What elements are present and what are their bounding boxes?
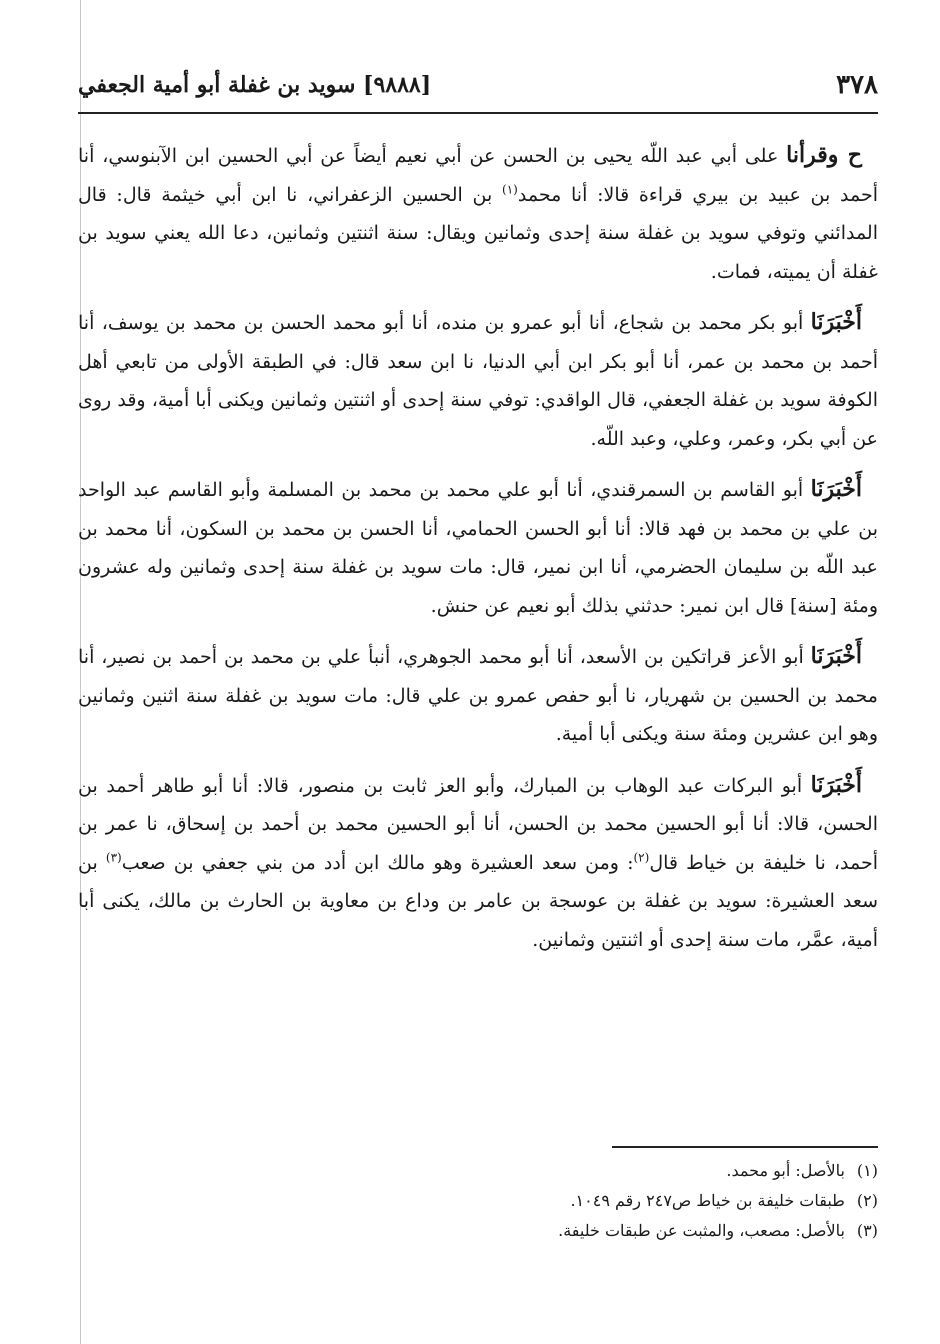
paragraph — [78, 637, 878, 754]
footnote-text: بالأصل: أبو محمد. — [726, 1161, 845, 1180]
footnote-rule — [612, 1146, 878, 1148]
paragraph-lead: أَخْبَرَنَا — [810, 643, 862, 669]
footnote-number: (١) — [856, 1161, 878, 1180]
paragraph-text: أبو البركات عبد الوهاب بن المبارك، وأبو العز ثابت بن منصور، قالا: أنا أبو طاهر أحمد بن الحسن، قالا: أنا أبو الحسين محمد بن الحسن، أنا أبو الحسين محمد بن أحمد بن إسحاق، نا عمر بن أحمد، نا خليفة بن خياط قال — [78, 774, 878, 874]
footnote — [300, 1186, 878, 1216]
paragraph-lead: ح وقرأنا — [786, 142, 863, 168]
footnote-text: بالأصل: مصعب، والمثبت عن طبقات خليفة. — [558, 1221, 845, 1240]
paragraph-text: بن الحسين الزعفراني، نا ابن أبي خيثمة قال: قال المدائني وتوفي سويد بن غفلة سنة إحدى وثمانين ويقال: سنة اثنتين وثمانين، دعا الله يعني سويد بن غفلة أن يميته، فمات. — [78, 183, 878, 283]
footnote-ref: (١) — [502, 182, 518, 197]
main-text — [78, 136, 878, 971]
paragraph-lead: أَخْبَرَنَا — [810, 771, 862, 798]
paragraph — [78, 136, 878, 291]
paragraph-text: أبو الأعز قراتكين بن الأسعد، أنا أبو محمد الجوهري، أنبأ علي بن محمد بن أحمد بن نصير، أنا محمد بن الحسين بن شهريار، نا أبو حفص عمرو بن علي قال: مات سويد بن غفلة سنة اثنين وثمانين وهو ابن عشرين ومئة سنة ويكنى أبا أمية. — [78, 646, 878, 745]
paragraph-text: أبو بكر محمد بن شجاع، أنا أبو عمرو بن منده، أنا أبو محمد الحسن بن محمد بن يوسف، أنا أحمد بن محمد بن عمر، أنا أبو بكر ابن أبي الدنيا، نا ابن سعد قال: في الطبقة الأولى من تابعي أهل الكوفة سويد بن غفلة الجعفي، قال الواقدي: توفي سنة إحدى أو اثنتين وثمانين ويكنى أبا أمية، وقد روى عن أبي بكر، وعمر، وعلي، وعبد اللّه. — [78, 312, 878, 450]
footnote — [300, 1156, 878, 1186]
paragraph-text: بن سعد العشيرة: سويد بن غفلة بن عوسجة بن عامر بن وداع بن معاوية بن الحارث بن مالك، يكنى أبا أمية، عمَّر، مات سنة إحدى أو اثنتين وثمانين. — [78, 851, 878, 951]
page-header — [78, 66, 878, 108]
paragraph-text: : ومن سعد العشيرة وهو مالك ابن أدد من بني جعفي بن صعب — [121, 851, 634, 874]
footnote-number: (٣) — [856, 1221, 878, 1240]
paragraph-text: أبو القاسم بن السمرقندي، أنا أبو علي محمد بن محمد بن المسلمة وأبو القاسم عبد الواحد بن علي بن محمد بن فهد قالا: أنا أبو الحسن الحمامي، أنا الحسن بن محمد بن السكون، أنا محمد بن عبد اللّه بن سليمان الحضرمي، أنا ابن نمير، قال: مات سويد بن غفلة سنة إحدى وثمانين وله عشرون ومئة [سنة] قال ابن نمير: حدثني بذلك أبو نعيم عن حنش. — [78, 479, 878, 617]
running-title: [٩٨٨٨] سويد بن غفلة أبو أمية الجعفي — [78, 72, 432, 98]
paragraph — [78, 766, 878, 960]
footnote-ref: (٢) — [633, 850, 650, 865]
paragraph — [78, 303, 878, 458]
footnotes — [300, 1156, 878, 1246]
paragraph-text: على أبي عبد اللّه يحيى بن الحسن عن أبي نعيم أيضاً عن أبي الحسين ابن الآبنوسي، أنا أحمد بن عبيد بن بيري قراءة قالا: أنا محمد — [78, 145, 878, 206]
footnote-number: (٢) — [856, 1191, 878, 1210]
paragraph-lead: أَخْبَرَنَا — [810, 476, 862, 502]
paragraph-lead: أَخْبَرَنَا — [810, 309, 862, 335]
footnote — [300, 1216, 878, 1246]
footnote-ref: (٣) — [105, 850, 122, 865]
paragraph — [78, 470, 878, 625]
page-number: ٣٧٨ — [836, 70, 878, 100]
header-rule — [78, 112, 878, 114]
footnote-text: طبقات خليفة بن خياط ص٢٤٧ رقم ١٠٤٩. — [570, 1191, 845, 1210]
